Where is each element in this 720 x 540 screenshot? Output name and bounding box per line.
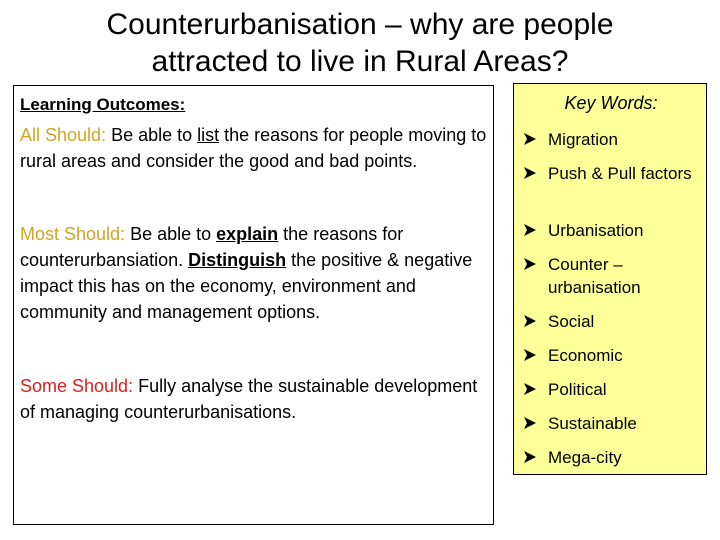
- arrow-bullet-icon: [522, 347, 538, 363]
- some-should-outcome: [20, 373, 489, 425]
- arrow-bullet-icon: [522, 256, 538, 272]
- some-should-text: Fully analyse the sustainable development of managing counterurbanisations.: [20, 376, 478, 422]
- title-line-2: attracted to live in Rural Areas?: [151, 45, 569, 78]
- arrow-bullet-icon: [522, 313, 538, 329]
- all-should-label: All Should:: [20, 125, 107, 145]
- key-word-item: Sustainable: [522, 412, 702, 435]
- most-should-label: Most Should:: [20, 224, 126, 244]
- most-should-outcome: [20, 221, 489, 325]
- some-should-label: Some Should:: [20, 376, 134, 396]
- key-word-item: Political: [522, 378, 702, 401]
- learning-outcomes-heading: Learning Outcomes:: [20, 95, 186, 114]
- arrow-bullet-icon: [522, 415, 538, 431]
- key-word-item: Mega-city: [522, 446, 702, 469]
- arrow-bullet-icon: [522, 165, 538, 181]
- all-should-keyword: list: [197, 125, 220, 145]
- most-should-text-2: the reasons for counterurbansiation.: [20, 224, 404, 270]
- most-should-keyword-explain: explain: [216, 224, 279, 244]
- all-should-text-1: Be able to: [106, 125, 198, 145]
- all-should-outcome: [20, 122, 489, 174]
- key-word-item: Push & Pull factors: [522, 162, 702, 185]
- arrow-bullet-icon: [522, 222, 538, 238]
- most-should-text-3: the positive & negative impact this has on the economy, environment and community and management options.: [20, 250, 473, 322]
- key-word-item: Urbanisation: [522, 219, 702, 242]
- arrow-bullet-icon: [522, 131, 538, 147]
- key-words-heading: Key Words:: [564, 93, 658, 113]
- learning-outcomes-box: [13, 85, 494, 525]
- all-should-text-2: the reasons for people moving to rural areas and consider the good and bad points.: [20, 125, 487, 171]
- most-should-keyword-distinguish: Distinguish: [188, 250, 287, 270]
- arrow-bullet-icon: [522, 449, 538, 465]
- key-word-item: Counter – urbanisation: [522, 253, 702, 299]
- key-word-item: Economic: [522, 344, 702, 367]
- key-word-item: Social: [522, 310, 702, 333]
- key-word-item: Migration: [522, 128, 702, 151]
- key-words-box: [513, 83, 707, 475]
- title-line-1: Counterurbanisation – why are people: [106, 8, 614, 41]
- page-title: [0, 6, 720, 80]
- arrow-bullet-icon: [522, 381, 538, 397]
- most-should-text-1: Be able to: [125, 224, 217, 244]
